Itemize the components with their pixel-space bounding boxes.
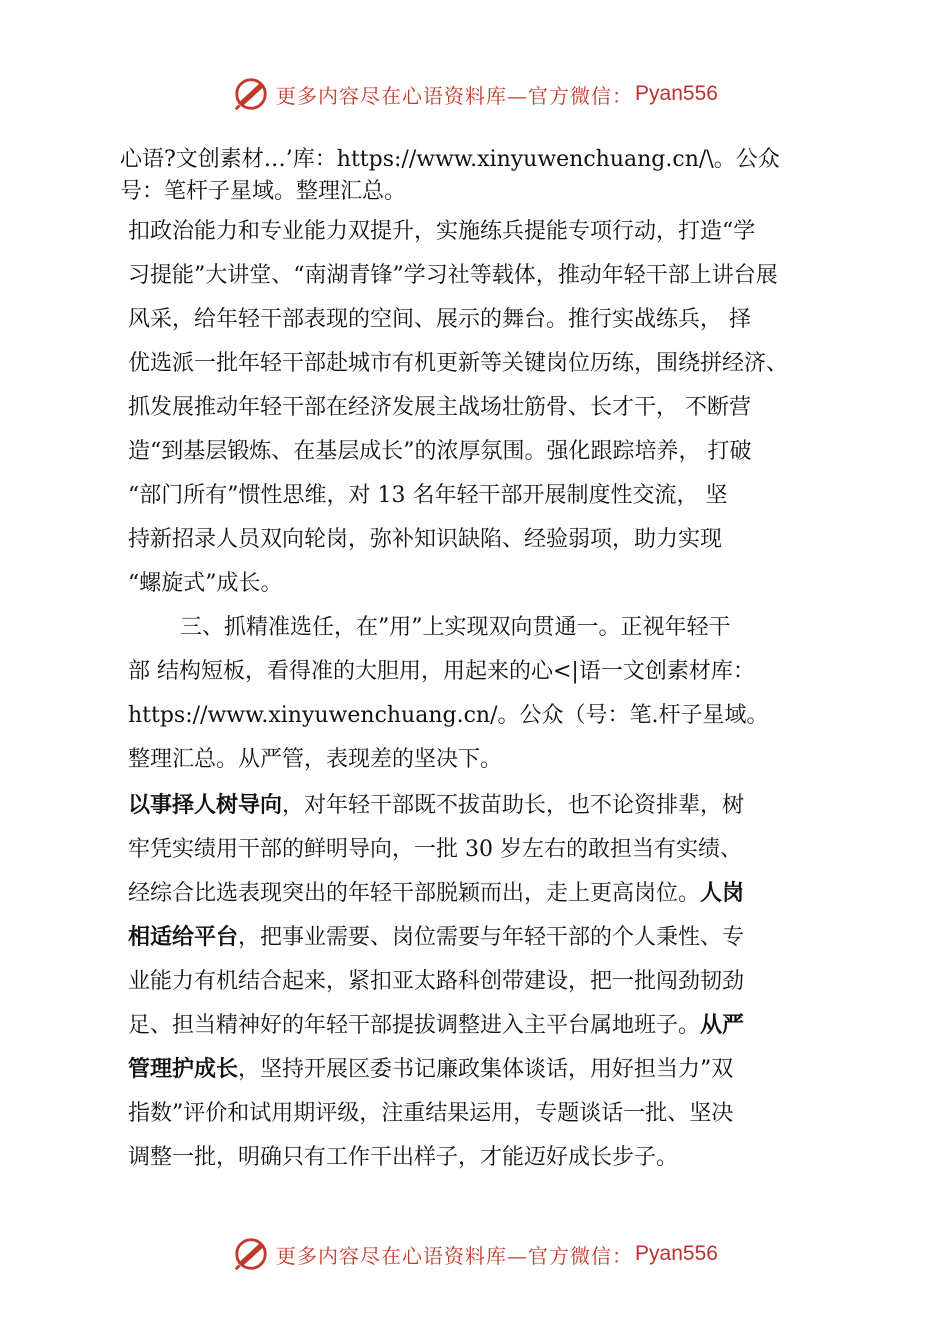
banner-slogan: 更多内容尽在心语资料库—官方微信： [276,1243,634,1268]
line-text: 优选派一批年轻干部赴城市有机更新等关键岗位历练，围绕拼经济、 [128,351,789,376]
text-line [128,836,742,864]
text-line [128,746,502,774]
line-text: 整理汇总。从严管，表现差的坚决下。 [128,747,503,772]
banner-slogan: 更多内容尽在心语资料库—官方微信： [276,83,634,108]
bold-lead: 相适给平台 [128,925,239,950]
text-line [128,262,778,290]
line-text: https://www.xinyuwenchuang.cn/。公众（号：笔.杆子星域。 [128,703,769,728]
bold-lead: 以事择人树导向 [128,793,283,818]
pen-logo-icon [232,75,270,113]
line-text: ，把事业需要、岗位需要与年轻干部的个人秉性、专 [238,925,745,950]
line-text: “螺旋式”成长。 [128,571,283,596]
footer-banner [0,1232,950,1276]
text-line [180,614,731,642]
text-line [120,146,780,174]
line-text: 牢凭实绩用干部的鲜明导向，一批 30 岁左右的敢担当有实绩、 [128,837,742,862]
text-line [120,178,406,206]
bold-lead: 从严 [700,1013,745,1038]
line-text: 心语?文创素材…’库：https://www.xinyuwenchuang.cn/\。公众 [120,147,780,172]
line-text: 习提能”大讲堂、“南湖青锋”学习社等载体，推动年轻干部上讲台展 [128,263,778,288]
bold-lead: 管理护成长 [128,1057,239,1082]
line-text: 指数”评价和试用期评级，注重结果运用，专题谈话一批、坚决 [128,1101,734,1126]
text-line [128,218,755,246]
text-line [128,526,722,554]
line-text: 抓发展推动年轻干部在经济发展主战场壮筋骨、长才干， 不断营 [128,395,751,420]
text-line [128,792,744,820]
text-line [128,968,744,996]
line-text: 调整一批，明确只有工作干出样子，才能迈好成长步子。 [128,1145,679,1170]
text-line [128,570,283,598]
line-text: 号：笔杆子星域。整理汇总。 [120,179,407,204]
line-text: 足、担当精神好的年轻干部提拔调整进入主平台属地班子。 [128,1013,701,1038]
line-text: 扣政治能力和专业能力双提升，实施练兵提能专项行动，打造“学 [128,219,756,244]
line-text: 三、抓精准选任，在”用”上实现双向贯通一。正视年轻干 [180,615,731,640]
line-text: 风采，给年轻干部表现的空间、展示的舞台。推行实战练兵， 择 [128,307,751,332]
text-line [128,482,727,510]
text-line [128,1144,678,1172]
text-line [128,880,744,908]
text-line [128,1100,733,1128]
text-line [128,1056,733,1084]
text-line [128,1012,744,1040]
line-text: 业能力有机结合起来，紧扣亚太路科创带建设，把一批闯劲韧劲 [128,969,745,994]
line-text: 持新招录人员双向轮岗，弥补知识缺陷、经验弱项，助力实现 [128,527,723,552]
line-text: “部门所有”惯性思维，对 13 名年轻干部开展制度性交流， 坚 [128,483,728,508]
text-line [128,394,751,422]
line-text: ，对年轻干部既不拔苗助长，也不论资排辈，树 [282,793,745,818]
text-line [128,658,755,686]
text-line [128,350,788,378]
banner-wechat-id: Pyan556 [635,82,718,105]
header-banner [0,72,950,116]
text-line [128,438,752,466]
line-text: 部 结构短板，看得准的大胆用，用起来的心<|语一文创素材库： [128,659,755,684]
bold-lead: 人岗 [700,881,745,906]
line-text: ，坚持开展区委书记廉政集体谈话，用好担当力”双 [238,1057,734,1082]
line-text: 造“到基层锻炼、在基层成长”的浓厚氛围。强化跟踪培养， 打破 [128,439,752,464]
text-line [128,924,744,952]
banner-wechat-id: Pyan556 [635,1242,718,1265]
text-line [128,306,751,334]
line-text: 经综合比选表现突出的年轻干部脱颖而出，走上更高岗位。 [128,881,701,906]
text-line [128,702,768,730]
pen-logo-icon [232,1235,270,1273]
